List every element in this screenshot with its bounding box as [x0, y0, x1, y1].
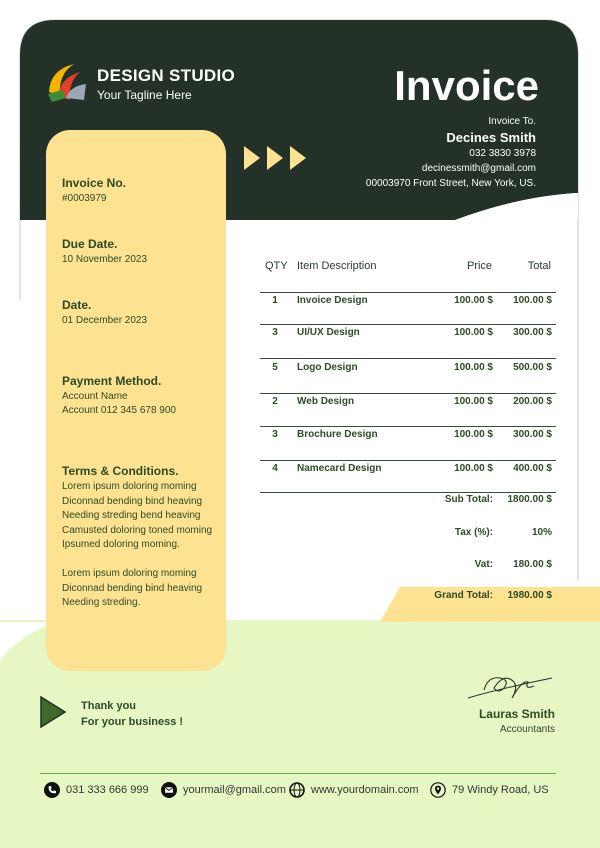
- terms-line: Diconnad bending bind heaving: [62, 495, 203, 507]
- vat-value: 180.00 $: [513, 559, 552, 570]
- table-bottom-rule: [260, 492, 556, 493]
- bill-to-name: Decines Smith: [446, 130, 536, 145]
- table-row: [260, 292, 556, 326]
- footer-rule: [40, 773, 556, 774]
- header-total: Total: [527, 260, 551, 272]
- tax-label: Tax (%):: [454, 527, 493, 538]
- signatory-name: Lauras Smith: [478, 707, 555, 721]
- row-total: 500.00 $: [513, 362, 552, 373]
- table-row: [260, 426, 556, 460]
- footer-phone[interactable]: [44, 780, 149, 800]
- footer-website-text: www.yourdomain.com: [311, 784, 419, 796]
- row-price: 100.00 $: [454, 463, 493, 474]
- mail-icon: [161, 782, 177, 798]
- play-arrow-icon: [40, 696, 66, 728]
- row-price: 100.00 $: [454, 429, 493, 440]
- row-description: UI/UX Design: [297, 327, 360, 338]
- table-row: [260, 460, 556, 494]
- account-number: Account 012 345 678 900: [62, 405, 176, 416]
- terms-line: Camusted doloring toned moming: [62, 524, 213, 536]
- grand-total-value: 1980.00 $: [507, 590, 552, 601]
- thanks-line-1: Thank you: [81, 700, 137, 712]
- date-label: Date.: [62, 298, 92, 312]
- row-qty: 3: [272, 327, 278, 338]
- invoice-no-label: Invoice No.: [62, 176, 127, 190]
- invoice-no-value: #0003979: [62, 193, 107, 204]
- thanks-line-2: For your business !: [81, 716, 184, 728]
- header-description: Item Description: [297, 260, 377, 272]
- row-qty: 3: [272, 429, 278, 440]
- brand-tagline: Your Tagline Here: [97, 88, 192, 102]
- terms-line: Lorem ipsum doloring moming: [62, 481, 197, 492]
- row-description: Namecard Design: [297, 463, 382, 474]
- footer-email[interactable]: [161, 780, 286, 800]
- row-qty: 4: [272, 463, 278, 474]
- footer-address-text: 79 Windy Road, US: [452, 784, 549, 796]
- terms-label: Terms & Conditions.: [62, 464, 179, 478]
- triple-arrow-icon: [244, 146, 308, 170]
- grand-total-label: Grand Total:: [434, 590, 493, 601]
- row-description: Web Design: [297, 396, 355, 407]
- bill-to-address: 00003970 Front Street, New York, US.: [365, 178, 536, 189]
- phone-icon: [44, 782, 60, 798]
- row-qty: 2: [272, 396, 278, 407]
- due-date-label: Due Date.: [62, 237, 118, 251]
- tax-value: 10%: [531, 527, 552, 538]
- table-row: [260, 324, 556, 358]
- row-total: 300.00 $: [513, 429, 552, 440]
- footer-phone-text: 031 333 666 999: [66, 784, 149, 796]
- row-total: 300.00 $: [513, 327, 552, 338]
- terms-line: Needing streding.: [62, 597, 141, 608]
- account-name: Account Name: [62, 391, 128, 402]
- row-price: 100.00 $: [454, 327, 493, 338]
- header-qty: QTY: [265, 260, 288, 272]
- signatory-role: Accountants: [499, 724, 555, 735]
- terms-line: Lorem ipsum doloring moming: [62, 568, 197, 579]
- header-price: Price: [466, 260, 492, 272]
- row-qty: 5: [272, 362, 278, 373]
- row-description: Invoice Design: [297, 295, 368, 306]
- row-description: Brochure Design: [297, 429, 378, 440]
- invoice-title: Invoice: [394, 62, 539, 109]
- brand-name: DESIGN STUDIO: [97, 66, 236, 85]
- footer-address: [430, 780, 549, 800]
- row-price: 100.00 $: [454, 396, 493, 407]
- signature-image: [464, 668, 556, 708]
- terms-line: Ipsumed doloring moming.: [62, 539, 180, 550]
- footer-email-text: yourmail@gmail.com: [183, 784, 286, 796]
- terms-line: Diconnad bending bind heaving: [62, 582, 203, 594]
- bill-to-label: Invoice To.: [488, 116, 536, 127]
- row-description: Logo Design: [297, 362, 358, 373]
- vat-label: Vat:: [474, 559, 493, 570]
- row-total: 200.00 $: [513, 396, 552, 407]
- row-total: 100.00 $: [513, 295, 552, 306]
- globe-icon: [289, 782, 305, 798]
- row-total: 400.00 $: [513, 463, 552, 474]
- swoosh-logo-icon: [44, 60, 90, 106]
- bill-to-email: decinessmith@gmail.com: [421, 163, 536, 174]
- row-qty: 1: [272, 295, 278, 306]
- table-row: [260, 358, 556, 392]
- date-value: 01 December 2023: [62, 315, 148, 326]
- row-price: 100.00 $: [454, 362, 493, 373]
- row-price: 100.00 $: [454, 295, 493, 306]
- location-pin-icon: [430, 782, 446, 798]
- footer-website[interactable]: [289, 780, 419, 800]
- table-row: [260, 393, 556, 427]
- bill-to-phone: 032 3830 3978: [469, 148, 536, 159]
- subtotal-label: Sub Total:: [444, 494, 493, 505]
- payment-method-label: Payment Method.: [62, 374, 162, 388]
- terms-line: Needing streding bend heaving: [62, 510, 201, 521]
- subtotal-value: 1800.00 $: [507, 494, 552, 505]
- due-date-value: 10 November 2023: [62, 254, 148, 265]
